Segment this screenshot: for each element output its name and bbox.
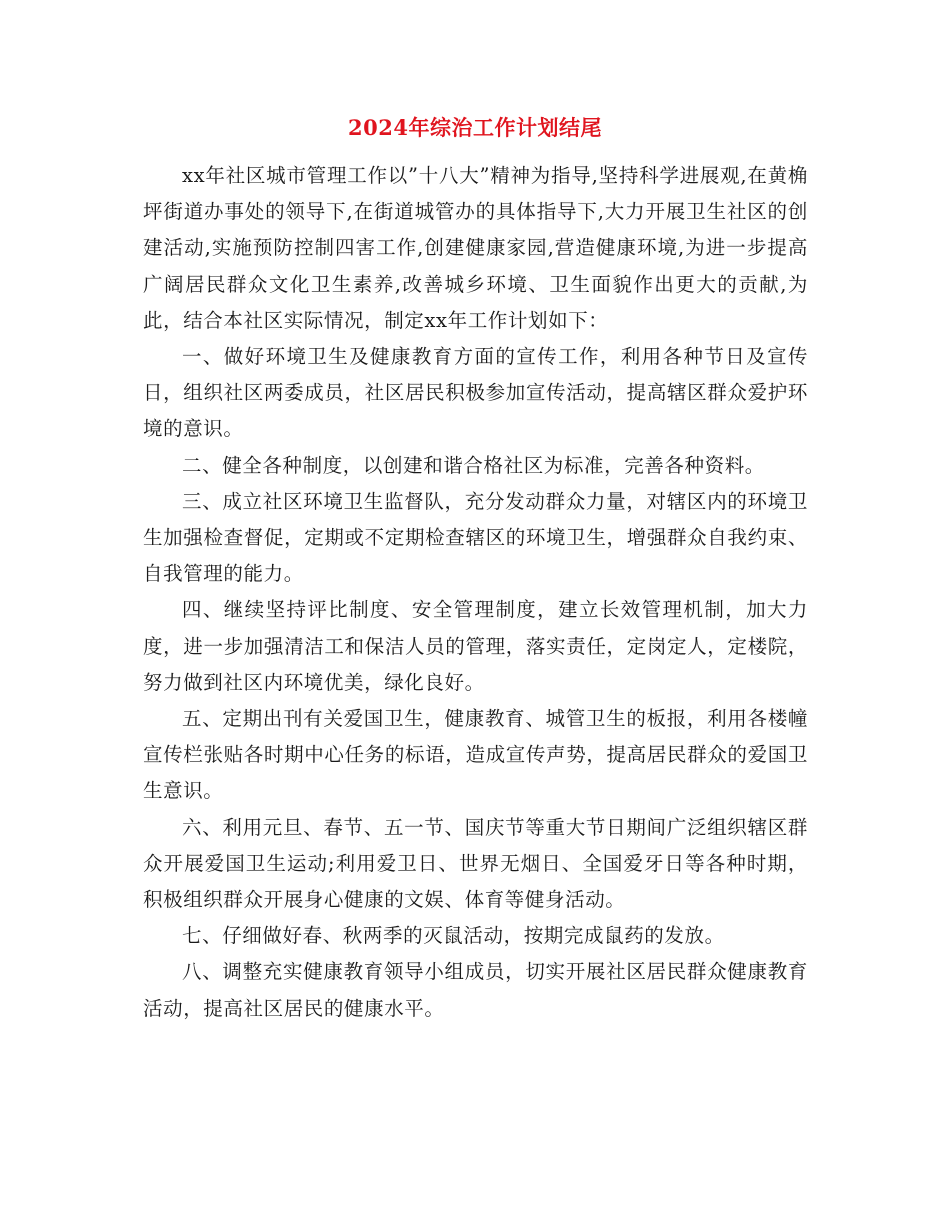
paragraph-item-7: 七、仔细做好春、秋两季的灭鼠活动，按期完成鼠药的发放。 [182, 924, 725, 948]
document-title: 2024年综治工作计划结尾 [348, 115, 602, 140]
paragraph-intro: xx年社区城市管理工作以”十八大”精神为指导,坚持科学进展观,在黄桷坪街道办事处的领导下,在街道城管办的具体指导下,大力开展卫生社区的创建活动,实施预防控制四害工作,创建健康家园,营造健康环境,为进一步提高广阔居民群众文化卫生素养,改善城乡环境、卫生面貌作出更大的贡献,为此，结合本社区实际情况，制定xx年工作计划如下： [143, 164, 808, 332]
paragraph-item-8: 八、调整充实健康教育领导小组成员，切实开展社区居民群众健康教育活动，提高社区居民的健康水平。 [143, 960, 808, 1020]
document-body [143, 158, 808, 1027]
paragraph-item-2: 二、健全各种制度，以创建和谐合格社区为标准，完善各种资料。 [182, 453, 765, 477]
paragraph-item-5: 五、定期出刊有关爱国卫生，健康教育、城管卫生的板报，利用各楼幢宣传栏张贴各时期中心任务的标语，造成宣传声势，提高居民群众的爱国卫生意识。 [143, 707, 808, 803]
paragraph-item-3: 三、成立社区环境卫生监督队，充分发动群众力量，对辖区内的环境卫生加强检查督促，定期或不定期检查辖区的环境卫生，增强群众自我约束、自我管理的能力。 [143, 489, 808, 586]
paragraph-item-6: 六、利用元旦、春节、五一节、国庆节等重大节日期间广泛组织辖区群众开展爱国卫生运动;利用爱卫日、世界无烟日、全国爱牙日等各种时期，积极组织群众开展身心健康的文娱、体育等健身活动。 [143, 815, 808, 912]
paragraph-item-4: 四、继续坚持评比制度、安全管理制度，建立长效管理机制，加大力度，进一步加强清洁工和保洁人员的管理，落实责任，定岗定人，定楼院，努力做到社区内环境优美，绿化良好。 [143, 598, 808, 694]
paragraph-item-1: 一、做好环境卫生及健康教育方面的宣传工作，利用各种节日及宣传日，组织社区两委成员，社区居民积极参加宣传活动，提高辖区群众爱护环境的意识。 [143, 345, 808, 441]
